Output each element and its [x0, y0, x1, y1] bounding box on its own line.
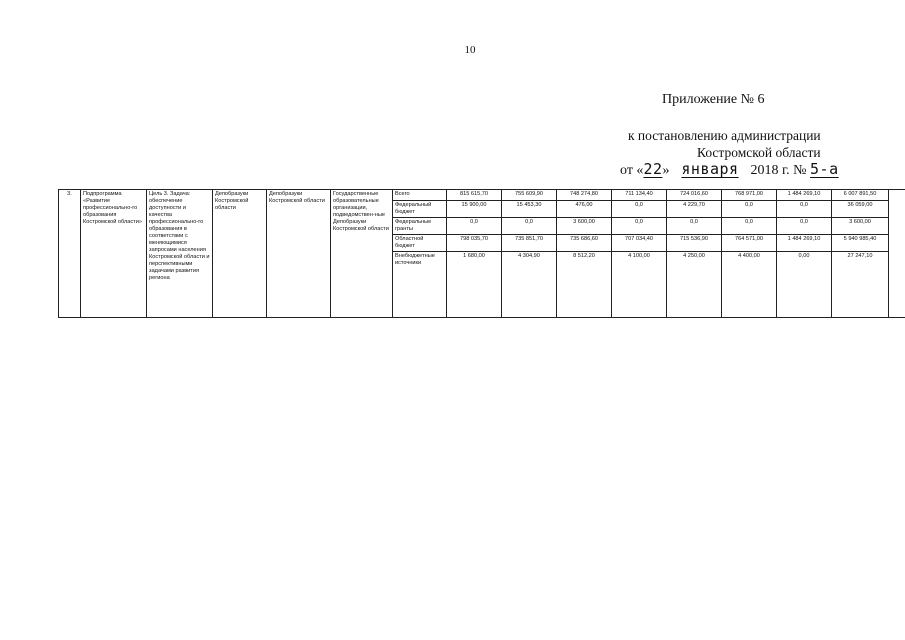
amount-cell: 0,0 [777, 201, 832, 218]
amount-cell: 15 453,30 [502, 201, 557, 218]
amount-cell: 0,0 [612, 201, 667, 218]
date-year: 2018 г. № [750, 163, 807, 178]
amount-cell: 8 512,20 [557, 252, 612, 318]
appendix-title: Приложение № 6 [662, 92, 765, 107]
amount-cell: 768 971,00 [722, 190, 777, 201]
amount-cell: 4 304,90 [502, 252, 557, 318]
amount-cell: 1 484 269,10 [777, 235, 832, 252]
amount-cell: 476,00 [557, 201, 612, 218]
goal-cell: Цель 3. Задача: обеспечение доступности и качества профессионально-го образования в соответствии с меняющимися запросами населения Костромской области и перспективными задачами развития региона [147, 190, 213, 318]
amount-cell: 711 134,40 [612, 190, 667, 201]
program-table [58, 189, 905, 318]
amount-cell: 0,0 [447, 218, 502, 235]
amount-cell: 0,00 [777, 252, 832, 318]
subprogram-cell: Подпрограмма «Развитие профессионально-го образования Костромской области» [81, 190, 147, 318]
amount-cell: 4 100,00 [612, 252, 667, 318]
amount-cell: 27 247,10 [832, 252, 889, 318]
amount-cell: 4 400,00 [722, 252, 777, 318]
amount-cell: 15 900,00 [447, 201, 502, 218]
amount-cell: 815 615,70 [447, 190, 502, 201]
date-month: января [681, 160, 739, 178]
amount-cell: 764 571,00 [722, 235, 777, 252]
row-index: 3. [59, 190, 81, 318]
amount-cell: 0,0 [612, 218, 667, 235]
coexecutor-cell: Депобразуки Костромской области [267, 190, 331, 318]
decree-line-2: Костромской области [697, 145, 821, 160]
decree-number: 5-а [810, 160, 839, 178]
amount-cell: 36 059,00 [832, 201, 889, 218]
amount-cell: 715 536,90 [667, 235, 722, 252]
funding-source: Областной бюджет [393, 235, 447, 252]
date-day: 22 [643, 160, 663, 178]
amount-cell: 4 250,00 [667, 252, 722, 318]
empty-cell [889, 190, 905, 318]
funding-source: Федеральные гранты [393, 218, 447, 235]
funding-source: Внебюджетные источники [393, 252, 447, 318]
amount-cell: 707 034,40 [612, 235, 667, 252]
amount-cell: 6 007 891,50 [832, 190, 889, 201]
amount-cell: 735 686,60 [557, 235, 612, 252]
page-number: 10 [464, 44, 476, 56]
amount-cell: 3 600,00 [832, 218, 889, 235]
amount-cell: 724 016,60 [667, 190, 722, 201]
amount-cell: 755 609,90 [502, 190, 557, 201]
amount-cell: 5 940 985,40 [832, 235, 889, 252]
amount-cell: 1 680,00 [447, 252, 502, 318]
date-prefix: от « [620, 163, 644, 178]
funding-source: Федеральный бюджет [393, 201, 447, 218]
responsible-cell: Депобразуки Костромской области [213, 190, 267, 318]
amount-cell: 735 851,70 [502, 235, 557, 252]
amount-cell: 4 229,70 [667, 201, 722, 218]
funding-source: Всего [393, 190, 447, 201]
decree-line-1: к постановлению администрации [628, 128, 821, 143]
amount-cell: 1 484 269,10 [777, 190, 832, 201]
amount-cell: 3 600,00 [557, 218, 612, 235]
amount-cell: 0,0 [777, 218, 832, 235]
amount-cell: 0,0 [722, 201, 777, 218]
amount-cell: 0,0 [722, 218, 777, 235]
participants-cell: Государственные образовательные организации, подведомствен-ные Депобразуки Костромской области [331, 190, 393, 318]
amount-cell: 0,0 [667, 218, 722, 235]
amount-cell: 798 035,70 [447, 235, 502, 252]
amount-cell: 748 274,80 [557, 190, 612, 201]
date-quote-close: » [662, 163, 670, 178]
amount-cell: 0,0 [502, 218, 557, 235]
decree-date-line [620, 160, 839, 179]
table-row [59, 190, 905, 201]
